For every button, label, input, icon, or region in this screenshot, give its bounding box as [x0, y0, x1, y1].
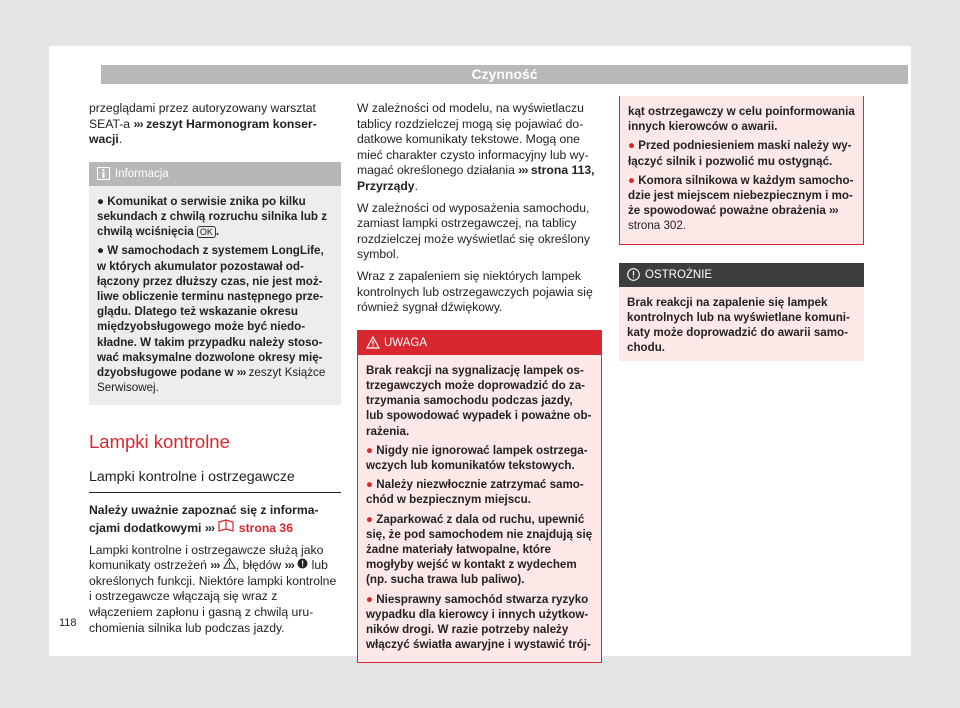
- section-subheading: Lampki kontrolne i ostrzegawcze: [89, 469, 341, 493]
- page: [49, 46, 911, 656]
- info-box-title: Informacja: [115, 167, 169, 180]
- info-icon: [97, 167, 110, 180]
- warning-triangle-icon: [223, 558, 236, 569]
- page-link[interactable]: strona 302.: [628, 219, 687, 233]
- warning-box-header: [358, 331, 601, 355]
- link-arrow: ›››: [518, 163, 528, 178]
- info-item: ● Komunikat o serwisie znika po kilku sekundach z chwilą rozruchu silnika lub z chwilą wciśnięcia OK .: [97, 194, 327, 239]
- warning-item-text: Zaparkować z dala od ruchu, upewnić się, że pod samochodem nie znajdują się żadne materiały łatwopalne, które mogłyby wejść w kontakt z wydechem (np. sucha trawa lub paliwo).: [366, 512, 593, 587]
- warning-box-body: [358, 355, 601, 663]
- intro-link[interactable]: zeszyt Harmonogram konserwacji: [89, 116, 317, 147]
- bullet-icon: ●: [366, 512, 374, 526]
- warning-item: [628, 138, 855, 168]
- info-item-text: Komunikat o serwisie znika po kilku sekundach z chwilą rozruchu silnika lub z chwilą wciśnięcia: [97, 194, 327, 239]
- warning-box-continued: [619, 96, 864, 245]
- caution-box-header: [619, 263, 864, 287]
- warning-box: [357, 330, 602, 664]
- page-number: 118: [59, 617, 77, 629]
- warning-item: [366, 443, 593, 473]
- warning-box-title: UWAGA: [384, 336, 428, 349]
- body-paragraph: W zależności od modelu, na wyświetlaczu tablicy rozdzielczej mogą się pojawiać dodatkowe komunikaty tekstowe. Mogą one mieć charakter czysto informacyjny lub wymagać określonego działania ››› strona 113, Przyrządy.: [357, 101, 595, 193]
- caution-box: [619, 263, 864, 362]
- warning-item: [366, 512, 593, 588]
- chapter-link[interactable]: strona 113, Przyrządy: [357, 163, 595, 193]
- info-item: [97, 243, 333, 395]
- column-1: [89, 101, 341, 642]
- warning-item-text: Należy niezwłocznie zatrzymać samochód w bezpiecznym miejscu.: [366, 478, 584, 507]
- warning-item-text: Nigdy nie ignorować lampek ostrzegawczych lub komunikatów tekstowych.: [366, 443, 588, 472]
- bullet-icon: ●: [366, 443, 374, 457]
- caution-circle-icon: [627, 268, 640, 281]
- bold-link[interactable]: strona 36: [238, 521, 293, 536]
- body-text: Lampki kontrolne i ostrzegawcze służą jako komunikaty ostrzeżeń: [89, 542, 324, 573]
- link-arrow: ›››: [204, 521, 215, 536]
- link-arrow: ›››: [829, 204, 838, 218]
- bold-paragraph: [89, 503, 341, 536]
- body-paragraph: [89, 543, 341, 637]
- link-arrow: ›››: [210, 558, 220, 573]
- info-box: [89, 162, 341, 406]
- bullet-icon: ●: [628, 139, 636, 153]
- bullet-icon: ●: [628, 173, 636, 187]
- warning-box-body: [620, 96, 863, 244]
- column-3: [619, 96, 864, 361]
- caution-box-body: Brak reakcji na zapalenie się lampek kontrolnych lub na wyświetlane komunikaty może doprowadzić do awarii samochodu.: [619, 287, 864, 362]
- body-paragraph: Wraz z zapaleniem się niektórych lampek kontrolnych lub ostrzegawczych pojawia się również sygnał dźwiękowy.: [357, 268, 593, 315]
- info-box-header: [89, 162, 341, 186]
- intro-text: przeglądami przez autoryzowany warsztat SEAT-a: [89, 101, 316, 131]
- error-circle-icon: [297, 558, 308, 569]
- body-text: W zależności od modelu, na wyświetlaczu tablicy rozdzielczej mogą się pojawiać dodatkowe komunikaty tekstowe. Mogą one mieć charakter czysto informacyjny lub wymagać określonego działania: [357, 101, 589, 178]
- warning-item: [628, 173, 855, 234]
- warning-item: [366, 477, 593, 507]
- link-arrow: ›››: [133, 116, 143, 131]
- caution-box-title: OSTROŻNIE: [645, 268, 713, 281]
- ok-key-icon: OK: [197, 226, 216, 238]
- page-header: Czynność: [101, 65, 908, 84]
- warning-intro: Brak reakcji na sygnalizację lampek ostrzegawczych może doprowadzić do zatrzymania samochodu podczas jazdy, lub spowodować wypadek i poważne obrażenia.: [366, 363, 592, 438]
- bullet-icon: ●: [366, 478, 374, 492]
- bullet-icon: ●: [366, 592, 374, 606]
- warning-intro: kąt ostrzegawczy w celu poinformowania innych kierowców o awarii.: [628, 105, 855, 134]
- warning-item-text: Przed podniesieniem maski należy wyłączyć silnik i pozwolić mu ostygnąć.: [628, 139, 852, 168]
- book-icon: [217, 519, 235, 532]
- section-heading: Lampki kontrolne: [89, 431, 230, 453]
- warning-item-text: Komora silnikowa w każdym samochodzie jest miejscem niebezpiecznym i może spowodować poważne obrażenia: [628, 173, 854, 218]
- bold-paragraph-text: Należy uważnie zapoznać się z informacjami dodatkowymi: [89, 503, 319, 536]
- warning-item: [366, 592, 593, 653]
- bullet-icon: ●: [97, 244, 105, 258]
- warning-item-text: Niesprawny samochód stwarza ryzyko wypadku dla kierowcy i innych użytkowników drogi. W razie potrzeby należy włączyć światła awaryjne i wystawić trój-: [366, 592, 591, 652]
- info-link[interactable]: zeszyt Książce Serwisowej.: [97, 366, 326, 395]
- info-item-text: W samochodach z systemem LongLife, w których akumulator pozostawał odłączony przez dłuższy czas, nie jest możliwe obliczenie terminu następnego przeglądu. Dlatego też wskazanie okresu międzyobsługowego może być niedokładne. W takim przypadku należy stosować maksymalne dozwolone okresy międzyobsługowe podane w: [97, 244, 324, 380]
- info-box-body: [89, 186, 341, 406]
- link-arrow: ›››: [236, 366, 246, 380]
- body-text: , błędów: [235, 558, 282, 573]
- body-text: lub określonych funkcji. Niektóre lampki kontrolne i ostrzegawcze włączają się wraz z włączeniem zapłonu i gasną z chwilą uruchomienia silnika lub podczas jazdy.: [89, 558, 337, 635]
- link-arrow: ›››: [284, 558, 294, 573]
- column-2: [357, 101, 602, 663]
- warning-triangle-icon: [366, 336, 380, 349]
- body-paragraph: W zależności od wyposażenia samochodu, zamiast lampki ostrzegawczej, na tablicy rozdzielczej może wyświetlać się określony symbol.: [357, 200, 590, 262]
- bullet-icon: ●: [97, 194, 105, 208]
- intro-paragraph: przeglądami przez autoryzowany warsztat SEAT-a ››› zeszyt Harmonogram konserwacji.: [89, 101, 317, 147]
